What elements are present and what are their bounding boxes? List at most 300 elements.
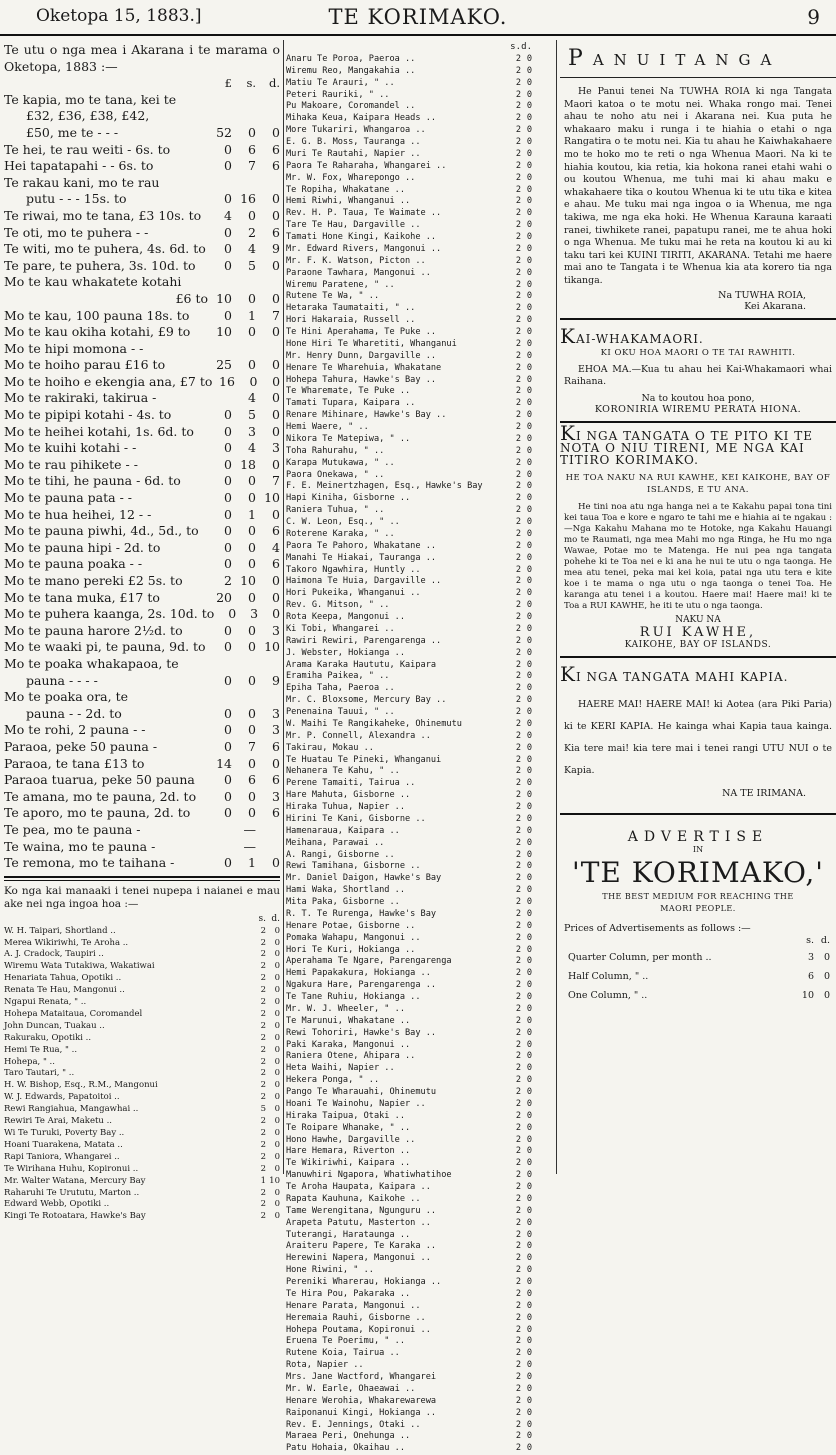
- price-row: [4, 225, 280, 242]
- subscriber-pence: 0: [526, 1039, 532, 1050]
- subscriber-row: [286, 505, 532, 517]
- price-row: [4, 656, 280, 673]
- subscriber-name: Edward Webb, Opotiki ..: [4, 1199, 110, 1210]
- advertise-price-shillings: 10: [801, 989, 814, 1001]
- subscriber-shillings: 2: [515, 101, 521, 112]
- subscriber-shillings: 2: [515, 944, 521, 955]
- subscriber-shillings: 2: [515, 65, 521, 76]
- subscriber-name: Arama Karaka Haututu, Kaipara: [286, 659, 437, 670]
- subscriber-pence: 0: [526, 1170, 532, 1181]
- subscriber-name: Wiremu Paratene, " ..: [286, 279, 395, 290]
- subscriber-shillings: 2: [515, 659, 521, 670]
- subscriber-name: Takoro Ngawhira, Huntly ..: [286, 564, 421, 575]
- subscriber-name: Wiremu Wata Tutakiwa, Wakatiwai: [4, 961, 155, 972]
- subscriber-shillings: 2: [515, 279, 521, 290]
- subscriber-pence: 0: [526, 315, 532, 326]
- subscriber-name: Rapata Kauhuna, Kaikohe ..: [286, 1193, 421, 1204]
- price-shillings: 0: [248, 324, 256, 340]
- subscriber-pence: 0: [526, 1277, 532, 1287]
- price-label: Te kapia, mo te tana, kei te: [4, 91, 177, 107]
- subscriber-shillings: 2: [515, 552, 521, 563]
- price-label: Te amana, mo te pauna, 2d. to: [4, 788, 197, 804]
- subscriber-row: [4, 938, 280, 950]
- subscriber-shillings: 2: [515, 920, 521, 931]
- price-label: Mo te kau, 100 pauna 18s. to: [4, 307, 190, 323]
- subscriber-name: Hohepa Poutama, Kopironui ..: [286, 1324, 431, 1335]
- subscriber-pence: 0: [526, 612, 532, 622]
- subscriber-shillings: 2: [515, 386, 521, 397]
- subscriber-pence: 0: [274, 1104, 280, 1115]
- subscriber-shillings: 2: [260, 1092, 266, 1103]
- price-row: [4, 639, 280, 656]
- price-pounds: 0: [224, 307, 232, 323]
- subscriber-shillings: 2: [515, 1241, 521, 1252]
- price-row: [4, 689, 280, 706]
- kaiwhakamaori-title-text: AI-WHAKAMAORI.: [575, 331, 704, 346]
- subscriber-row: [286, 315, 532, 327]
- subscriber-row: [286, 470, 532, 482]
- subscriber-name: Arapeta Patutu, Masterton ..: [286, 1217, 431, 1228]
- subscriber-shillings: 2: [515, 802, 521, 812]
- subscriber-name: Hohepa Tahura, Hawke's Bay ..: [286, 374, 437, 385]
- subscriber-shillings: 2: [515, 1027, 521, 1038]
- price-shillings: 0: [248, 755, 256, 771]
- price-pence: 3: [272, 722, 280, 738]
- subscriber-name: Epiha Taha, Paeroa ..: [286, 683, 395, 694]
- advertise-price-label: One Column, " ..: [568, 989, 648, 1001]
- subscriber-shillings: 2: [260, 1020, 266, 1031]
- subscriber-row: [286, 755, 532, 767]
- subscriber-shillings: 2: [515, 1312, 521, 1323]
- subscriber-row: [286, 220, 532, 232]
- subscriber-name: W. Maihi Te Rangikaheke, Ohinemutu: [286, 718, 462, 729]
- subscriber-name: Te Hira Pou, Pakaraka ..: [286, 1288, 411, 1299]
- ruikawhe-title: [560, 421, 836, 466]
- price-pence: 0: [272, 324, 280, 340]
- subscriber-pence: 0: [526, 813, 532, 824]
- price-pence: 0: [272, 290, 280, 306]
- subscriber-shillings: 2: [515, 1182, 521, 1192]
- price-label: Mo te poaka ora, te: [4, 689, 128, 705]
- price-pence: 0: [272, 357, 280, 373]
- price-list: [4, 92, 280, 872]
- price-pounds: 0: [224, 772, 232, 788]
- price-pounds: 10: [216, 324, 232, 340]
- price-shillings: 0: [248, 539, 256, 555]
- subscriber-shillings: 2: [515, 243, 521, 254]
- subscriber-row: [286, 576, 532, 588]
- shilling-header: s.: [510, 42, 521, 52]
- subscriber-row: [4, 1199, 280, 1211]
- price-shillings: 0: [248, 357, 256, 373]
- subscriber-row: [286, 1301, 532, 1313]
- subscriber-row: [4, 1152, 280, 1164]
- price-pounds: 14: [216, 755, 232, 771]
- price-pounds: 2: [224, 573, 232, 588]
- subscriber-row: [286, 850, 532, 862]
- price-pence: 0: [272, 191, 280, 207]
- price-row: [4, 241, 280, 258]
- price-label: Mo te hipi momona - -: [4, 340, 144, 356]
- subscriber-row: [286, 54, 532, 66]
- price-label: Mo te hua heihei, 12 - -: [4, 506, 152, 522]
- subscriber-row: [286, 1206, 532, 1218]
- price-row: [4, 175, 280, 192]
- subscriber-pence: 0: [526, 600, 532, 611]
- subscriber-pence: 0: [526, 849, 532, 860]
- price-pounds: 0: [224, 473, 232, 489]
- price-shillings: 3: [248, 423, 256, 439]
- subscriber-shillings: 1: [260, 1175, 266, 1186]
- subscriber-pence: 0: [526, 742, 532, 753]
- subscriber-row: [286, 588, 532, 600]
- price-row: [4, 208, 280, 225]
- subscriber-name: Araiteru Papere, Te Karaka ..: [286, 1241, 437, 1252]
- price-shillings: 18: [240, 456, 256, 472]
- subscriber-shillings: 2: [515, 1193, 521, 1204]
- subscriber-shillings: 2: [515, 647, 521, 658]
- subscriber-pence: 0: [526, 1051, 532, 1062]
- subscriber-row: [286, 1431, 532, 1443]
- price-row: [4, 341, 280, 358]
- subscriber-row: [4, 1021, 280, 1033]
- subscriber-pence: 0: [526, 1003, 532, 1014]
- subscriber-row: [286, 743, 532, 755]
- subscriber-row: [286, 327, 532, 339]
- price-pounds: [208, 274, 232, 291]
- subscriber-name: Hiraka Tuhua, Napier ..: [286, 802, 405, 812]
- subscriber-name: Renata Te Hau, Mangonui ..: [4, 985, 125, 996]
- subscriber-pence: 0: [526, 1134, 532, 1145]
- subscriber-pence: 0: [526, 493, 532, 504]
- price-pounds: 0: [224, 158, 232, 174]
- subscriber-shillings: 2: [515, 718, 521, 729]
- subscriber-name: Nikora Te Matepiwa, " ..: [286, 433, 411, 444]
- subscriber-shillings: 2: [515, 232, 521, 242]
- price-row: [4, 324, 280, 341]
- subscriber-name: Hohepa, " ..: [4, 1056, 55, 1067]
- price-shillings: 7: [248, 158, 256, 174]
- price-shillings: 0: [248, 788, 256, 804]
- subscriber-row: [286, 790, 532, 802]
- subscriber-row: [4, 961, 280, 973]
- subscriber-row: [286, 481, 532, 493]
- price-pounds: 0: [224, 788, 232, 804]
- subscriber-shillings: 2: [515, 1277, 521, 1287]
- subscriber-row: [286, 956, 532, 968]
- subscriber-pence: 0: [526, 766, 532, 777]
- subscriber-name: W. H. Taipari, Shortland ..: [4, 925, 116, 936]
- subscriber-pence: 0: [526, 1443, 532, 1454]
- price-shillings: 6: [248, 772, 256, 788]
- subscriber-name: H. W. Bishop, Esq., R.M., Mangonui: [4, 1080, 158, 1091]
- subscriber-name: Ki Tobi, Whangarei ..: [286, 623, 395, 634]
- subscriber-row: [286, 351, 532, 363]
- price-shillings: 5: [248, 407, 256, 423]
- subscriber-pence: 0: [526, 1146, 532, 1157]
- subscriber-shillings: 2: [515, 1015, 521, 1026]
- subscriber-pence: 0: [526, 303, 532, 314]
- subscriber-pence: 0: [526, 1265, 532, 1276]
- price-row: [4, 108, 280, 125]
- subscriber-row: [286, 113, 532, 125]
- subscriber-pence: 0: [526, 160, 532, 171]
- price-pence: 6: [272, 224, 280, 240]
- subscriber-name: Rewi Rangiahua, Mangawhai ..: [4, 1104, 139, 1115]
- subscriber-shillings: 2: [515, 208, 521, 219]
- subscriber-pence: 0: [274, 1056, 280, 1067]
- price-pounds: 52: [216, 124, 232, 140]
- price-row: [4, 374, 280, 391]
- price-pounds: 25: [216, 357, 232, 373]
- subscriber-shillings: 2: [515, 873, 521, 884]
- subscriber-name: Eruena Te Poerimu, " ..: [286, 1336, 405, 1347]
- subscriber-shillings: 2: [260, 985, 266, 996]
- price-label: Mo te rakiraki, takirua -: [4, 390, 157, 406]
- subscriber-pence: 0: [526, 861, 532, 872]
- subscriber-shillings: 2: [515, 1395, 521, 1406]
- subscriber-shillings: 2: [515, 707, 521, 717]
- subscriber-pence: 0: [526, 707, 532, 717]
- column-rule: [283, 40, 284, 1174]
- issue-date: Oketopa 15, 1883.]: [36, 6, 202, 26]
- subscriber-pence: 0: [526, 956, 532, 967]
- price-label: Mo te heihei kotahi, 1s. 6d. to: [4, 423, 194, 439]
- subscriber-shillings: 2: [515, 861, 521, 872]
- subscriber-pence: 0: [526, 517, 532, 527]
- subscriber-shillings: 2: [515, 1348, 521, 1359]
- subscriber-name: Heremaia Rauhi, Gisborne ..: [286, 1312, 426, 1323]
- subscriber-shillings: 2: [515, 790, 521, 801]
- subscriber-name: Mrs. Jane Wactford, Whangarei: [286, 1372, 437, 1382]
- price-label: putu - - - 15s. to: [26, 191, 127, 207]
- price-shillings: 0: [248, 722, 256, 738]
- subscriber-row: [4, 1164, 280, 1176]
- subscriber-row: [286, 909, 532, 921]
- subscriber-name: R. T. Te Rurenga, Hawke's Bay: [286, 908, 437, 919]
- subscriber-shillings: 2: [515, 1217, 521, 1228]
- subscriber-row: [4, 1176, 280, 1188]
- subscriber-shillings: 2: [515, 517, 521, 527]
- subscriber-row: [286, 814, 532, 826]
- subscriber-shillings: 2: [260, 1068, 266, 1079]
- subscriber-name: Te Marunui, Whakatane ..: [286, 1015, 411, 1026]
- subscriber-shillings: 2: [515, 932, 521, 943]
- price-label: Te hei, te rau weiti - 6s. to: [4, 141, 171, 157]
- price-row: [4, 855, 280, 872]
- subscriber-row: [4, 926, 280, 938]
- subscriber-row: [286, 1087, 532, 1099]
- price-pence: 4: [272, 539, 280, 555]
- subscriber-pence: 0: [526, 433, 532, 444]
- pence-header: d.: [521, 42, 532, 52]
- subscriber-name: Mr. W. Earle, Ohaeawai ..: [286, 1383, 416, 1394]
- subscriber-pence: 0: [274, 1068, 280, 1079]
- kaiwhakamaori-signature: KORONIRIA WIREMU PERATA HIONA.: [594, 403, 802, 415]
- price-label: Te oti, mo te puhera - -: [4, 224, 149, 240]
- price-pence: 0: [272, 589, 280, 605]
- subscriber-shillings: 2: [515, 493, 521, 504]
- price-row: [4, 606, 280, 623]
- subscriber-name: Te Hini Aperahama, Te Puke ..: [286, 327, 437, 337]
- price-row: [4, 158, 280, 175]
- advertise-price-row: [560, 986, 836, 1005]
- subscriber-pence: 0: [526, 1205, 532, 1216]
- subscriber-shillings: 2: [515, 1300, 521, 1311]
- subscriber-shillings: 2: [515, 1324, 521, 1335]
- price-pounds: 0: [224, 556, 232, 572]
- subscriber-pence: 0: [526, 148, 532, 159]
- price-row: [4, 805, 280, 822]
- subscriber-name: Mr. Daniel Daigon, Hawke's Bay: [286, 873, 442, 884]
- subscriber-shillings: 2: [515, 1336, 521, 1347]
- price-pounds: 0: [224, 456, 232, 472]
- subscriber-pence: 0: [526, 113, 532, 124]
- price-pounds: 0: [224, 622, 232, 638]
- subscriber-row: [286, 208, 532, 220]
- subscriber-row: [286, 291, 532, 303]
- subscriber-shillings: 2: [515, 1134, 521, 1145]
- subscriber-name: John Duncan, Tuakau ..: [4, 1020, 105, 1031]
- subscriber-name: Patu Hohaia, Okaihau ..: [286, 1443, 405, 1454]
- price-label: Mo te kuihi kotahi - -: [4, 440, 137, 456]
- price-label: Mo te mano pereki £2 5s. to: [4, 573, 183, 588]
- subscriber-row: [286, 244, 532, 256]
- subscriber-name: Meihana, Parawai ..: [286, 837, 385, 848]
- subscriber-shillings: 2: [515, 469, 521, 480]
- price-pence: [256, 656, 280, 673]
- subscriber-row: [286, 541, 532, 553]
- price-pounds: 0: [224, 423, 232, 439]
- subscriber-row: [286, 1158, 532, 1170]
- subscriber-shillings: 2: [515, 588, 521, 599]
- subscriber-pence: 0: [526, 232, 532, 242]
- subscriber-row: [286, 434, 532, 446]
- price-pence: 0: [272, 124, 280, 140]
- subscriber-name: Raniera Otene, Ahipara ..: [286, 1051, 416, 1062]
- kaiwhakamaori-title: [560, 318, 836, 348]
- subscriber-row: [286, 1194, 532, 1206]
- subscriber-pence: 0: [526, 980, 532, 991]
- subscriber-pence: 0: [274, 985, 280, 996]
- subscriber-shillings: 2: [515, 908, 521, 919]
- subscriber-row: [286, 268, 532, 280]
- price-shillings: 6: [248, 141, 256, 157]
- subscriber-shillings: 2: [515, 1003, 521, 1014]
- subscriber-shillings: 2: [515, 1407, 521, 1418]
- kaiwhakamaori-body: EHOA MA.—Kua tu ahau hei Kai-Whakamaori whai Raihana.: [564, 363, 832, 388]
- subscriber-name: Rewiri Te Arai, Maketu ..: [4, 1116, 112, 1127]
- price-pounds: 0: [224, 224, 232, 240]
- subscriber-shillings: 2: [515, 1288, 521, 1299]
- subscriber-pence: 0: [526, 172, 532, 183]
- price-shillings: 0: [248, 523, 256, 539]
- price-pence: 3: [272, 440, 280, 456]
- subscriber-name: Paki Karaka, Mangonui ..: [286, 1039, 411, 1050]
- price-pence: [256, 175, 280, 192]
- price-pounds: 0: [224, 738, 232, 754]
- subscriber-name: Rakuraku, Opotiki ..: [4, 1032, 92, 1043]
- price-label: Te pea, mo te pauna -: [4, 821, 141, 837]
- subscriber-row: [4, 1116, 280, 1128]
- subscriber-row: [286, 1218, 532, 1230]
- price-pounds: 0: [224, 705, 232, 721]
- price-label: Te riwai, mo te tana, £3 10s. to: [4, 207, 202, 223]
- subscriber-row: [286, 945, 532, 957]
- subscriber-pence: 0: [526, 730, 532, 741]
- subscriber-pence: 0: [526, 695, 532, 706]
- subscriber-name: Mr. W. J. Wheeler, " ..: [286, 1003, 405, 1014]
- subscriber-name: Rapi Taniora, Whangarei ..: [4, 1151, 120, 1162]
- subscriber-row: [286, 90, 532, 102]
- subscriber-pence: 0: [274, 997, 280, 1008]
- subscriber-shillings: 2: [515, 398, 521, 409]
- subscriber-pence: 0: [526, 1075, 532, 1086]
- price-label: Te rakau kani, mo te rau: [4, 174, 160, 190]
- pence-header: d.: [268, 76, 280, 91]
- subscriber-shillings: 2: [515, 1443, 521, 1454]
- price-row: [4, 673, 280, 690]
- subscriber-pence: 0: [526, 588, 532, 599]
- subscriber-name: Maraea Peri, Onehunga ..: [286, 1431, 411, 1442]
- subscriber-name: Rewi Tohoriri, Hawke's Bay ..: [286, 1027, 437, 1038]
- price-row: [4, 457, 280, 474]
- subscriber-row: [4, 973, 280, 985]
- advertise-price-list: [560, 948, 836, 1005]
- subscriber-row: [286, 731, 532, 743]
- price-pounds: 0: [224, 506, 232, 522]
- subscriber-name: Rev. E. Jennings, Otaki ..: [286, 1419, 421, 1430]
- subscriber-row: [286, 1396, 532, 1408]
- subscriber-name: Wi Te Turuki, Poverty Bay ..: [4, 1128, 125, 1138]
- subscriber-name: Hekera Ponga, " ..: [286, 1075, 380, 1086]
- subscriber-pence: 0: [526, 267, 532, 278]
- subscriber-row: [286, 1289, 532, 1301]
- subscriber-pence: 0: [526, 125, 532, 136]
- subscriber-shillings: 2: [515, 303, 521, 314]
- subscriber-pence: 0: [526, 1372, 532, 1382]
- price-shillings: 0: [248, 207, 256, 223]
- subscriber-name: Hoani Te Wainohu, Napier ..: [286, 1098, 426, 1109]
- subscriber-shillings: 2: [515, 754, 521, 765]
- prices-intro: Te utu o nga mea i Akarana i te marama o Oketopa, 1883 :—: [4, 42, 280, 74]
- subscriber-pence: 0: [526, 825, 532, 836]
- subscriber-row: [286, 101, 532, 113]
- subscriber-name: C. W. Leon, Esq., " ..: [286, 517, 400, 527]
- price-row: [4, 590, 280, 607]
- subscriber-row: [286, 1384, 532, 1396]
- subscriber-pence: 0: [526, 220, 532, 231]
- price-pounds: 0: [224, 241, 232, 257]
- price-label: Mo te pauna piwhi, 4d., 5d., to: [4, 523, 199, 539]
- price-label: Mo te pauna poaka - -: [4, 556, 143, 572]
- subscriber-name: Raharuhi Te Urututu, Marton ..: [4, 1187, 140, 1198]
- subscriber-row: [4, 997, 280, 1009]
- subscriber-name: E. G. B. Moss, Tauranga ..: [286, 137, 421, 147]
- subscriber-pence: 0: [526, 445, 532, 456]
- subscriber-pence: 0: [526, 718, 532, 729]
- column-rule: [556, 40, 557, 1174]
- subscriber-row: [286, 719, 532, 731]
- subscriber-shillings: 2: [260, 925, 266, 936]
- subscriber-name: Perene Tamaiti, Tairua ..: [286, 778, 416, 789]
- subscriber-name: Te Wikiriwhi, Kaipara ..: [286, 1158, 411, 1169]
- price-pounds: 0: [224, 257, 232, 273]
- subscriber-row: [286, 921, 532, 933]
- price-pence: 6: [272, 158, 280, 174]
- price-pounds: 0: [224, 490, 232, 506]
- subscriber-pence: 0: [526, 540, 532, 551]
